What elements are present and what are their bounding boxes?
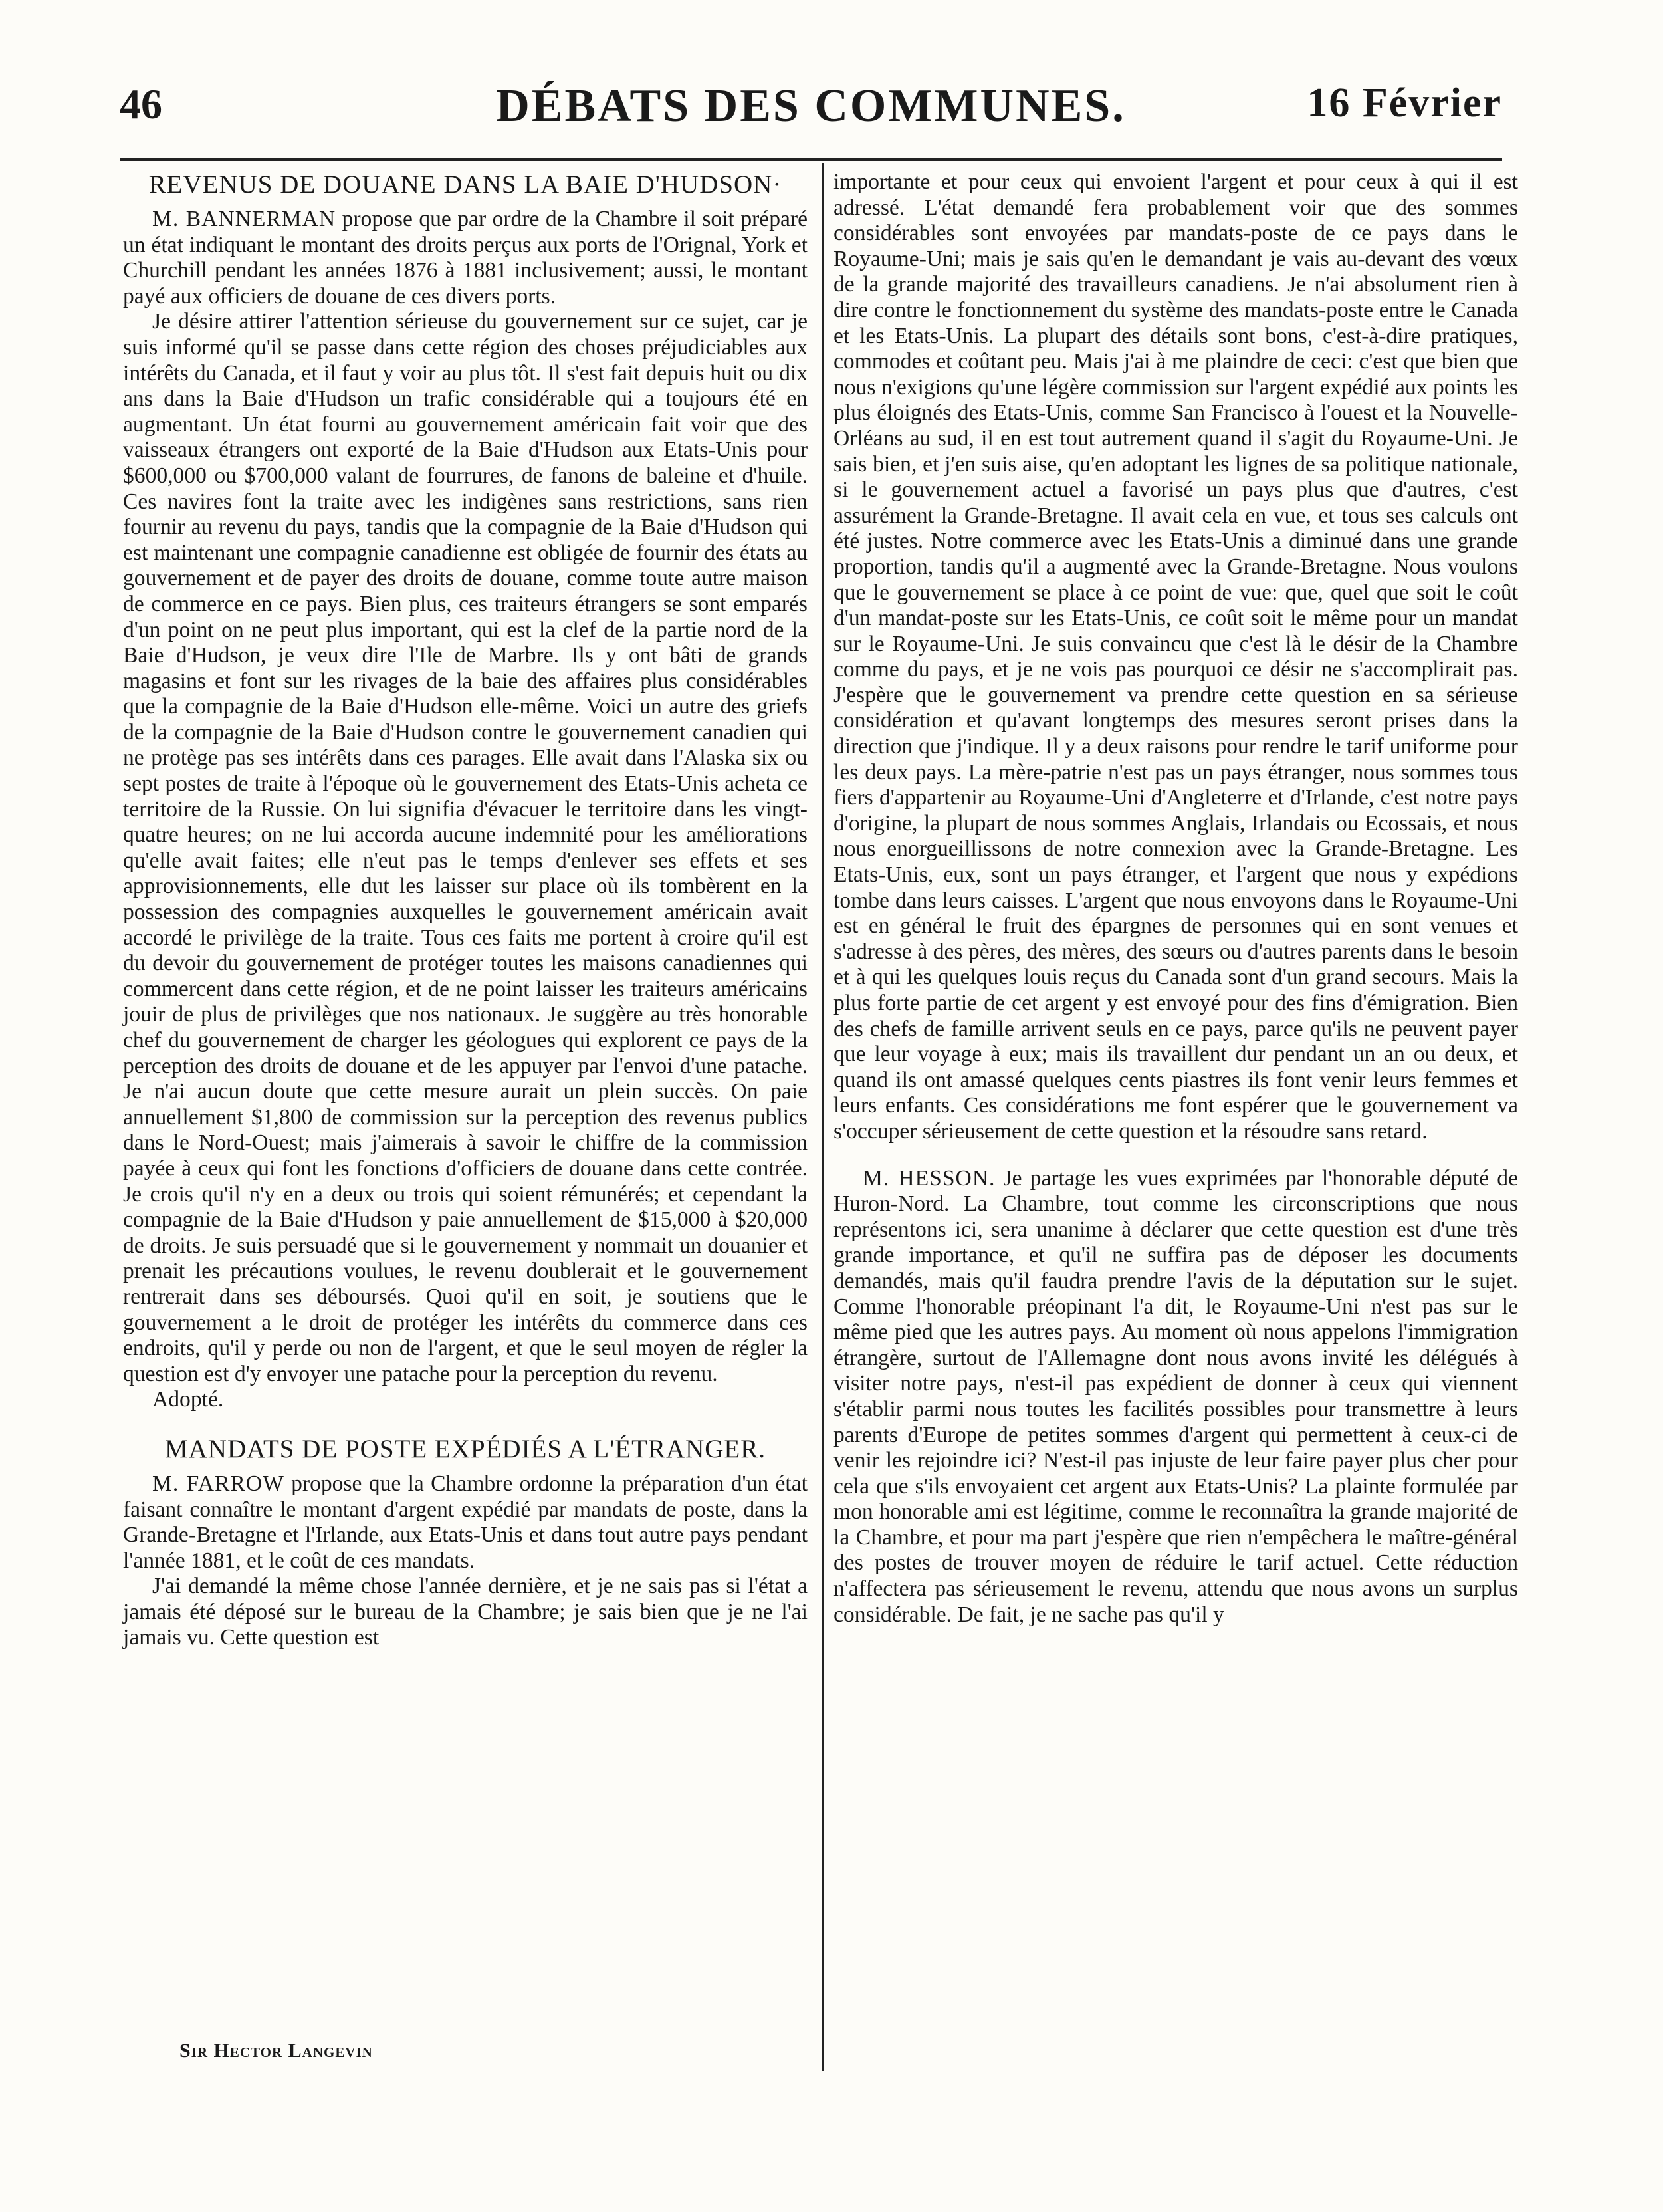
paragraph-text: propose que la Chambre ordonne la préparation d'un état faisant connaître le montant d'argent expédié par mandats de poste, dans la Grande-Bretagne et l'Irlande, aux Etats-Unis et dans tout autre pays pendant l'année 1881, et le coût de ces mandats. bbox=[123, 1471, 808, 1573]
paragraph-farrow-continued: importante et pour ceux qui envoient l'argent et pour ceux à qui il est adressé. L'état demandé fera probablement voir que des sommes considérables sont envoyées par mandats-poste de ce pays dans le Royaume-Uni; mais je sais qu'en le demandant je vais au-devant des vœux de la grande majorité des travailleurs canadiens. Je n'ai absolument rien à dire contre le fonctionnement du système des mandats-poste entre le Canada et les Etats-Unis. La plupart des détails sont bons, c'est-à-dire pratiques, commodes et coûtant peu. Mais j'ai à me plaindre de ceci: c'est que bien que nous n'exigions qu'une légère commission sur l'argent expédié aux points les plus éloignés des Etats-Unis, comme San Francisco à l'ouest et la Nouvelle-Orléans au sud, il en est tout autrement quand il s'agit du Royaume-Uni. Je sais bien, et j'en suis aise, qu'en adoptant les lignes de sa politique nationale, si le gouvernement actuel a favorisé un pays plus que d'autres, c'est assurément la Grande-Bretagne. Il avait cela en vue, et tous ses calculs ont été justes. Notre commerce avec les Etats-Unis a diminué dans une grande proportion, tandis qu'il a augmenté avec la Grande-Bretagne. Nous voulons que le gouvernement se place à ce point de vue: que, quel que soit le coût d'un mandat-poste sur les Etats-Unis, ce coût soit le même pour un mandat sur le Royaume-Uni. Je suis convaincu que c'est là le désir de la Chambre comme du pays, et je ne vois pas pourquoi ce désir ne s'accomplirait pas. J'espère que le gouvernement va prendre cette question en sa sérieuse considération et qu'avant longtemps des mesures seront prises dans la direction que j'indique. Il y a deux raisons pour rendre le tarif uniforme pour les deux pays. La mère-patrie n'est pas un pays étranger, nous sommes tous fiers d'appartenir au Royaume-Uni d'Angleterre et d'Irlande, c'est notre pays d'origine, la plupart de nous sommes Anglais, Irlandais ou Ecossais, et nous nous enorgueillissons de notre connexion avec la Grande-Bretagne. Les Etats-Unis, eux, sont un pays étranger, et l'argent que nous y expédions tombe dans leurs caisses. L'argent que nous envoyons dans le Royaume-Uni est en général le fruit des épargnes de personnes qui en sont venues et s'adresse à des pères, des mères, des sœurs ou d'autres parents dans le besoin et à qui les quelques louis reçus du Canada sont d'un grand secours. Mais la plus forte partie de cet argent y est envoyé pour des fins d'émigration. Bien des chefs de famille arrivent seuls en ce pays, parce qu'ils ne peuvent payer que leur voyage à eux; mais ils travaillent dur pendant un an ou deux, et quand ils ont amassé quelques cents piastres ils font venir leurs femmes et leurs enfants. Ces considérations me font espérer que le gouvernement va s'occuper sérieusement de cette question et la résoudre sans retard. bbox=[833, 170, 1518, 1144]
page-number: 46 bbox=[120, 80, 162, 128]
speaker-name: M. BANNERMAN bbox=[152, 207, 336, 231]
right-column bbox=[833, 170, 1518, 1628]
header-rule bbox=[120, 158, 1502, 161]
page-date: 16 Février bbox=[1307, 80, 1502, 126]
page-title: DÉBATS DES COMMUNES. bbox=[496, 80, 1126, 132]
paragraph-bannerman-motion bbox=[123, 207, 808, 309]
section-heading-money-orders: MANDATS DE POSTE EXPÉDIÉS A L'ÉTRANGER. bbox=[164, 1434, 766, 1463]
left-column bbox=[123, 170, 808, 1651]
adopted-note: Adopté. bbox=[152, 1387, 224, 1412]
paragraph-text: Je partage les vues exprimées par l'honorable député de Huron-Nord. La Chambre, tout comme les circonscriptions que nous représentons ici, sera unanime à déclarer que cette question est d'une très grande importance, et qu'il ne suffira pas de déposer les documents demandés, mais qu'il faudra prendre l'avis de la députation sur le sujet. Comme l'honorable préopinant l'a dit, le Royaume-Uni n'est pas sur le même pied que les autres pays. Au moment où nous appelons l'immigration étrangère, surtout de l'Allemagne dont nous avons invité les délégués à visiter notre pays, n'est-il pas expédient de donner à ceux qui viennent s'établir parmi nous toutes les facilités possibles pour transmettre à leurs parents d'Europe de petites sommes d'argent qui permettent à ceux-ci de venir les rejoindre ici? N'est-il pas injuste de leur faire payer plus cher pour cela que s'ils envoyaient cet argent aux Etats-Unis? La plainte formulée par mon honorable ami est légitime, comme le reconnaîtra la grande majorité de la Chambre, et pour ma part j'espère que rien n'empêchera le maître-général des postes de trouver moyen de réduire le tarif actuel. Cette réduction n'affectera pas sérieusement le revenu, attendu que nous avons un surplus considérable. De fait, je ne sache pas qu'il y bbox=[833, 1166, 1518, 1627]
column-divider bbox=[822, 163, 824, 2071]
footer-catchword: Sir Hector Langevin bbox=[179, 2040, 373, 2062]
paragraph-farrow-speech: J'ai demandé la même chose l'année dernière, et je ne sais pas si l'état a jamais été déposé sur le bureau de la Chambre; je sais bien que je ne l'ai jamais vu. Cette question est bbox=[123, 1574, 808, 1650]
paragraph-hesson-speech bbox=[833, 1166, 1518, 1628]
speaker-name: M. HESSON. bbox=[863, 1166, 996, 1191]
section-heading-customs: REVENUS DE DOUANE DANS LA BAIE D'HUDSON· bbox=[148, 170, 782, 199]
paragraph-text: propose que par ordre de la Chambre il soit préparé un état indiquant le montant des droits perçus aux ports de l'Orignal, York et Churchill pendant les années 1876 à 1881 inclusivement; aussi, le montant payé aux officiers de douane de ces divers ports. bbox=[123, 207, 808, 308]
paragraph-farrow-motion bbox=[123, 1471, 808, 1574]
speaker-name: M. FARROW bbox=[152, 1471, 284, 1496]
paragraph-bannerman-speech: Je désire attirer l'attention sérieuse du gouvernement sur ce sujet, car je suis informé qu'il se passe dans cette région des choses préjudiciables aux intérêts du Canada, et il faut y voir au plus tôt. Il s'est fait depuis huit ou dix ans dans la Baie d'Hudson un trafic considérable qui a toujours été en augmentant. Un état fourni au gouvernement américain fait voir que des vaisseaux étrangers ont exporté de la Baie d'Hudson aux Etats-Unis pour $600,000 ou $700,000 valant de fourrures, de fanons de baleine et d'huile. Ces navires font la traite avec les indigènes sans restrictions, sans rien fournir au revenu du pays, tandis que la compagnie de la Baie d'Hudson qui est maintenant une compagnie canadienne est obligée de fournir des états au gouvernement et de payer des droits de douane, comme toute autre maison de commerce en ce pays. Bien plus, ces traiteurs étrangers se sont emparés d'un point on ne peut plus important, qui est la clef de la partie nord de la Baie d'Hudson, je veux dire l'Ile de Marbre. Ils y ont bâti de grands magasins et font sur les rivages de la baie des affaires plus considérables que la compagnie de la Baie d'Hudson elle-même. Voici un autre des griefs de la compagnie de la Baie d'Hudson contre le gouvernement canadien qui ne protège pas ses intérêts dans ces parages. Elle avait dans l'Alaska six ou sept postes de traite à l'époque où le gouvernement des Etats-Unis acheta ce territoire de la Russie. On lui signifia d'évacuer le territoire dans les vingt-quatre heures; on ne lui accorda aucune indemnité pour les améliorations qu'elle avait faites; elle n'eut pas le temps d'enlever ses effets et ses approvisionnements, elle dut les laisser sur place où ils tombèrent en la possession des compagnies auxquelles le gouvernement américain avait accordé le privilège de la traite. Tous ces faits me portent à croire qu'il est du devoir du gouvernement de protéger toutes les maisons canadiennes qui commercent dans cette région, et de ne point laisser les traiteurs américains jouir de plus de privilèges que nos nationaux. Je suggère au très honorable chef du gouvernement de charger les géologues qui explorent ce pays de la perception des droits de douane et de les appuyer par l'envoi d'une patache. Je n'ai aucun doute que cette mesure aurait un plein succès. On paie annuellement $1,800 de commission sur la perception des revenus publics dans le Nord-Ouest; mais j'aimerais à savoir le chiffre de la commission payée à ceux qui font les fonctions d'officiers de douane dans cette contrée. Je crois qu'il n'y en a deux ou trois qui soient rémunérés; et cependant la compagnie de la Baie d'Hudson y paie annuellement de $15,000 à $20,000 de droits. Je suis persuadé que si le gouvernement y nommait un douanier et prenait les précautions voulues, le revenu doublerait et le gouvernement rentrerait dans ses déboursés. Quoi qu'il en soit, je soutiens que le gouvernement a le droit de protéger les intérêts du commerce dans ces endroits, qu'il y perde ou non de l'argent, et que le seul moyen de régler la question est d'y envoyer une patache pour la perception du revenu. bbox=[123, 309, 808, 1386]
page-header bbox=[120, 80, 1502, 153]
